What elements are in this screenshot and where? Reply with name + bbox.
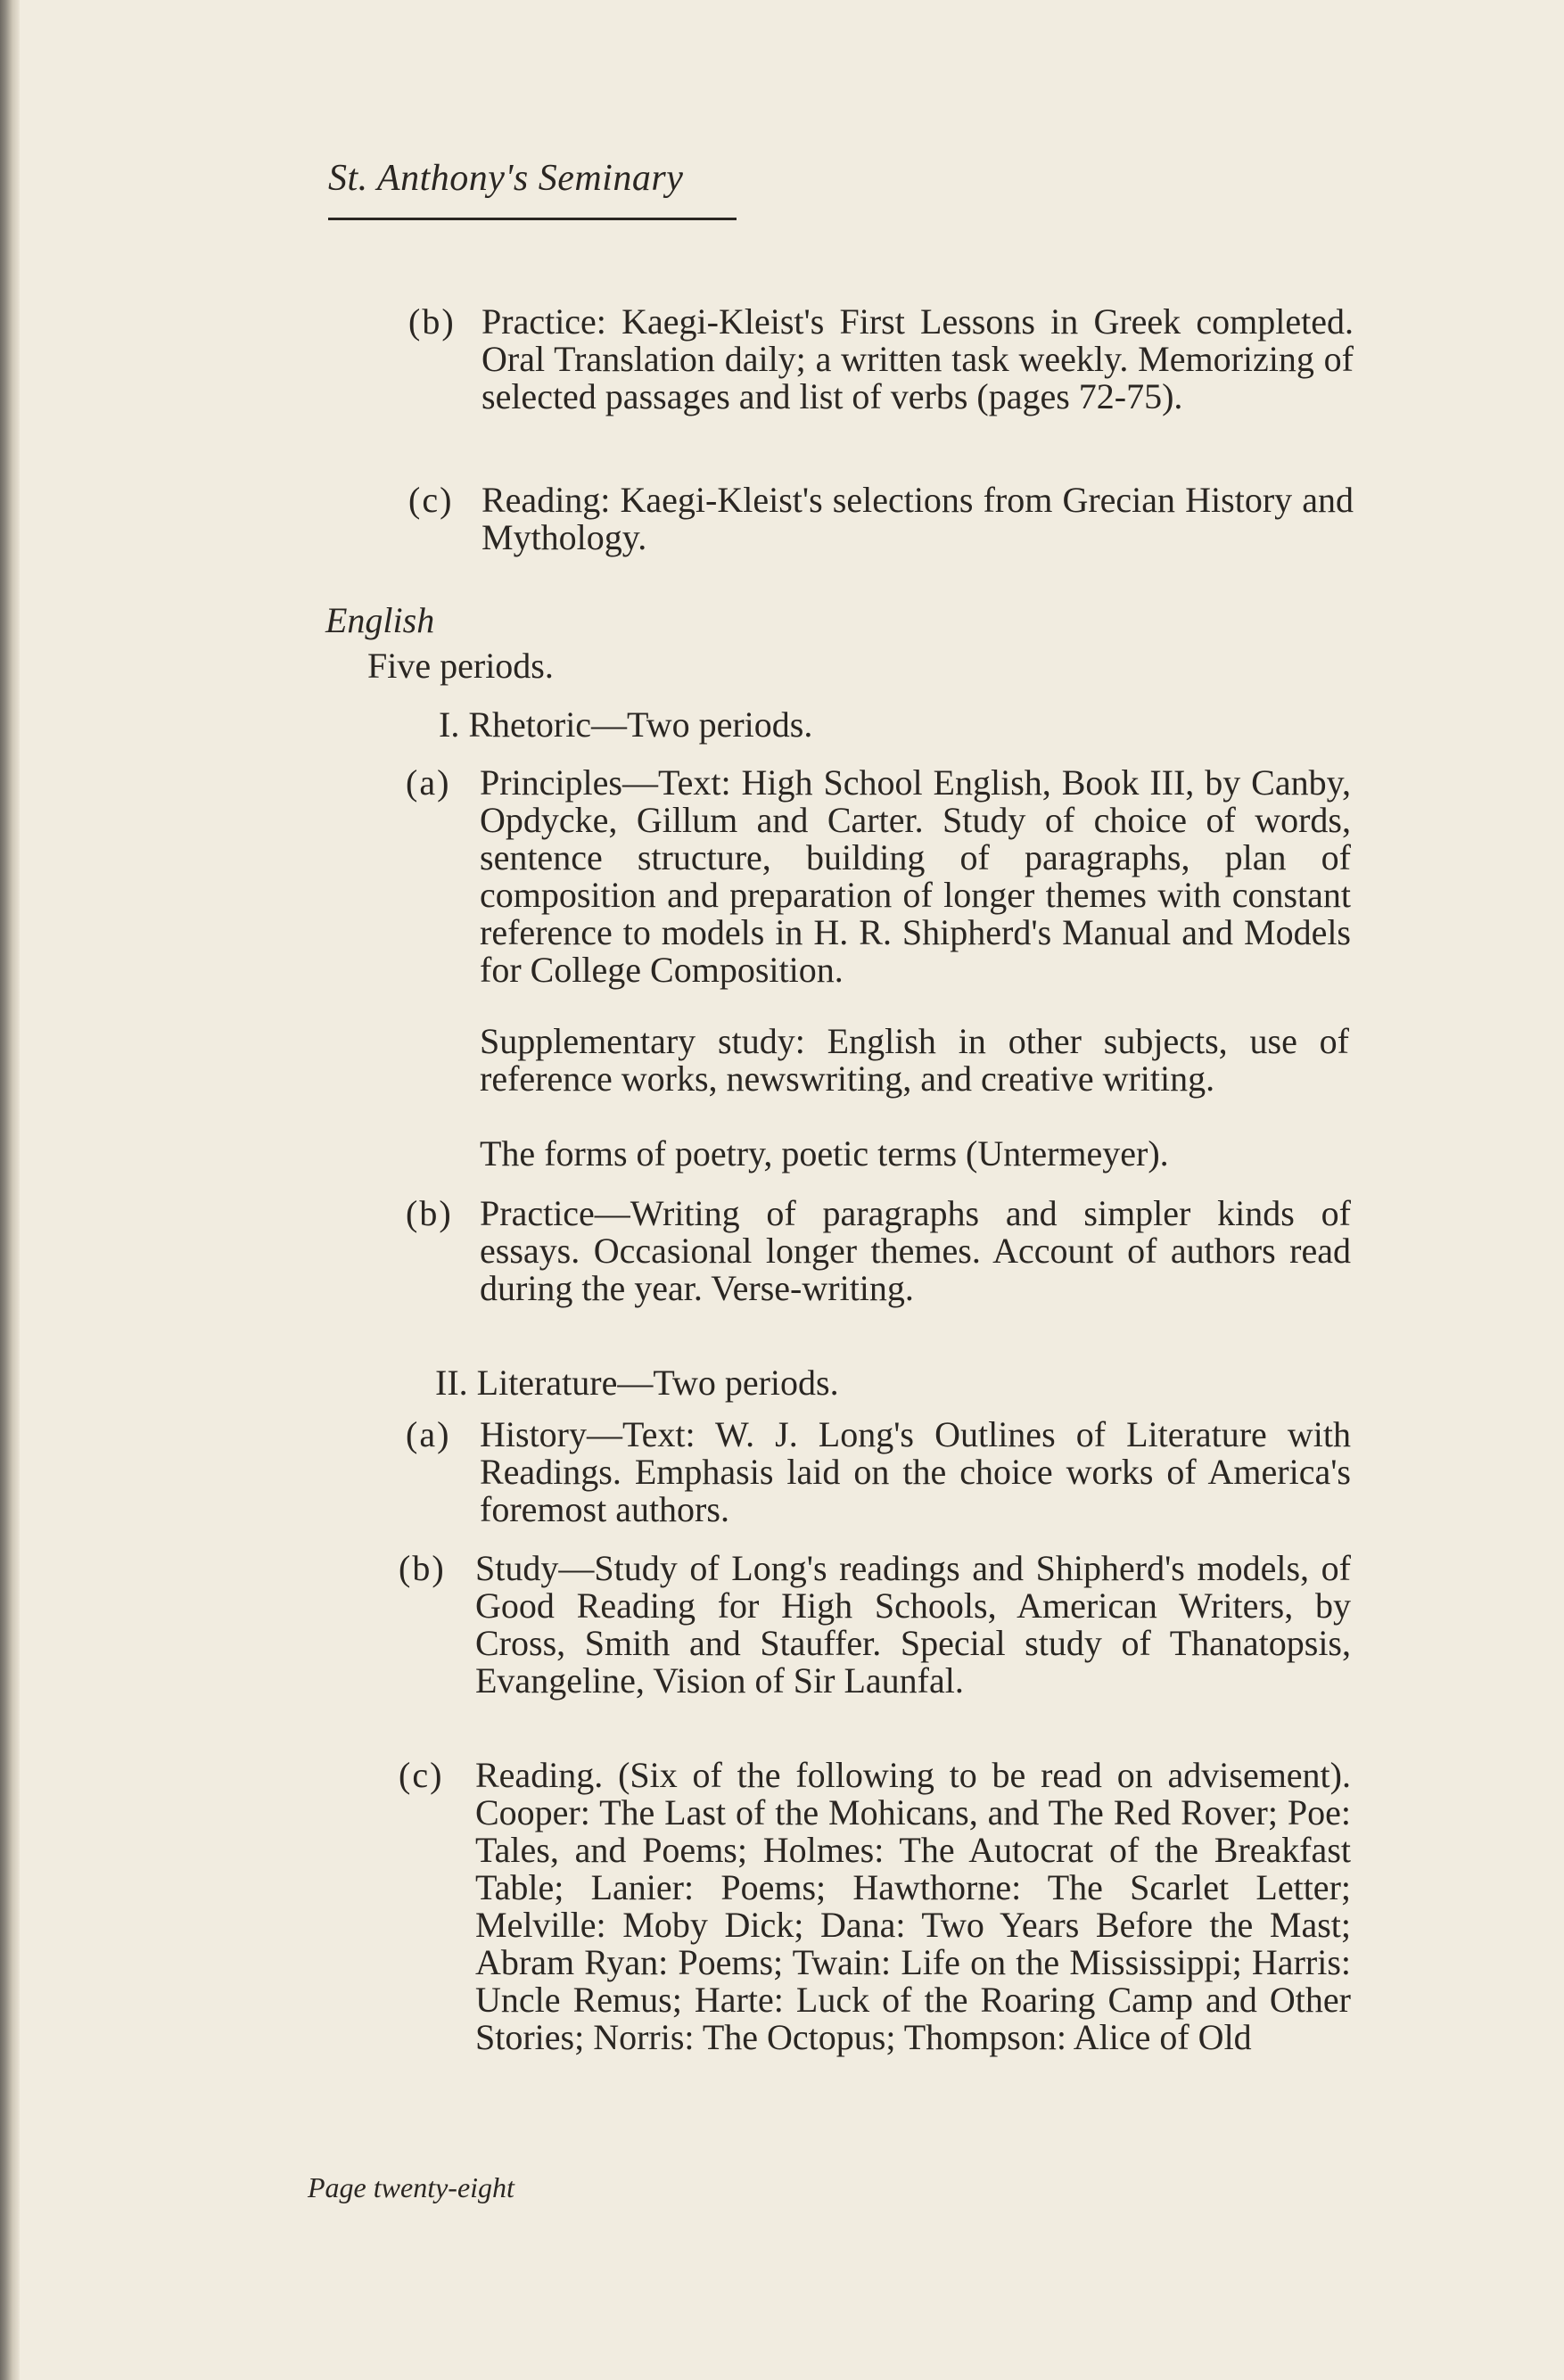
literature-study-item xyxy=(399,1550,1351,1746)
header-rule xyxy=(328,218,737,220)
item-text: Reading. (Six of the following to be read on advisement). Cooper: The Last of the Mohicans, and The Red Rover; Poe: Tales, and Poems; Holmes: The Autocrat of the Breakfast Table; Lanier: Poems; Hawthorne: The Scarlet Letter; Melville: Moby Dick; Dana: Two Years Before the Mast; Abram Ryan: Poems; Twain: Life on the Mississippi; Harris: Uncle Remus; Harte: Luck of the Roaring Camp and Other Stories; Norris: The Octopus; Thompson: Alice of Old xyxy=(475,1755,1351,2057)
item-label: (a) xyxy=(406,762,451,803)
page-binding-edge xyxy=(0,0,20,2380)
item-label: (a) xyxy=(406,1414,451,1454)
item-text: Study—Study of Long's readings and Shipherd's models, of Good Reading for High Schools, American Writers, by Cross, Smith and Stauffer. Special study of Thanatopsis, Evangeline, Vision of Sir Launfal. xyxy=(475,1548,1351,1701)
page-number-footer: Page twenty-eight xyxy=(308,2171,514,2203)
item-text: Practice: Kaegi-Kleist's First Lessons in Greek completed. Oral Translation daily; a written task weekly. Memorizing of selected passages and list of verbs (pages 72-75). xyxy=(482,301,1354,416)
literature-history-item xyxy=(406,1416,1351,1532)
item-label: (c) xyxy=(399,1755,444,1795)
rhetoric-supplementary: Supplementary study: English in other subjects, use of reference works, newswriting, and creative writing. xyxy=(480,1021,1349,1099)
item-text: Practice—Writing of paragraphs and simpler kinds of essays. Occasional longer themes. Account of authors read during the year. Verse-writing. xyxy=(480,1193,1351,1308)
english-periods: Five periods. xyxy=(367,646,554,686)
item-text: Reading: Kaegi-Kleist's selections from Grecian History and Mythology. xyxy=(482,480,1354,557)
running-header: St. Anthony's Seminary xyxy=(328,158,684,199)
literature-title: II. Literature—Two periods. xyxy=(435,1363,839,1403)
item-text: Principles—Text: High School English, Book III, by Canby, Opdycke, Gillum and Carter. Study of choice of words, sentence structure, building of paragraphs, plan of composition and preparation of longer themes with constant reference to models in H. R. Shipherd's Manual and Models for College Composition. xyxy=(480,762,1351,990)
item-label: (b) xyxy=(408,301,456,342)
section-heading-english: English xyxy=(325,600,435,640)
item-label: (b) xyxy=(399,1548,446,1588)
literature-reading-item xyxy=(399,1757,1351,2131)
rhetoric-principles-item xyxy=(406,764,1351,1023)
rhetoric-practice-item xyxy=(406,1195,1351,1346)
item-text: History—Text: W. J. Long's Outlines of Literature with Readings. Emphasis laid on the choice works of America's foremost authors. xyxy=(480,1414,1351,1529)
item-label: (b) xyxy=(406,1193,453,1233)
rhetoric-title: I. Rhetoric—Two periods. xyxy=(439,704,813,745)
greek-practice-item xyxy=(408,303,1354,455)
greek-reading-item xyxy=(408,482,1354,562)
item-label: (c) xyxy=(408,480,454,520)
rhetoric-poetry: The forms of poetry, poetic terms (Untermeyer). xyxy=(480,1133,1169,1174)
